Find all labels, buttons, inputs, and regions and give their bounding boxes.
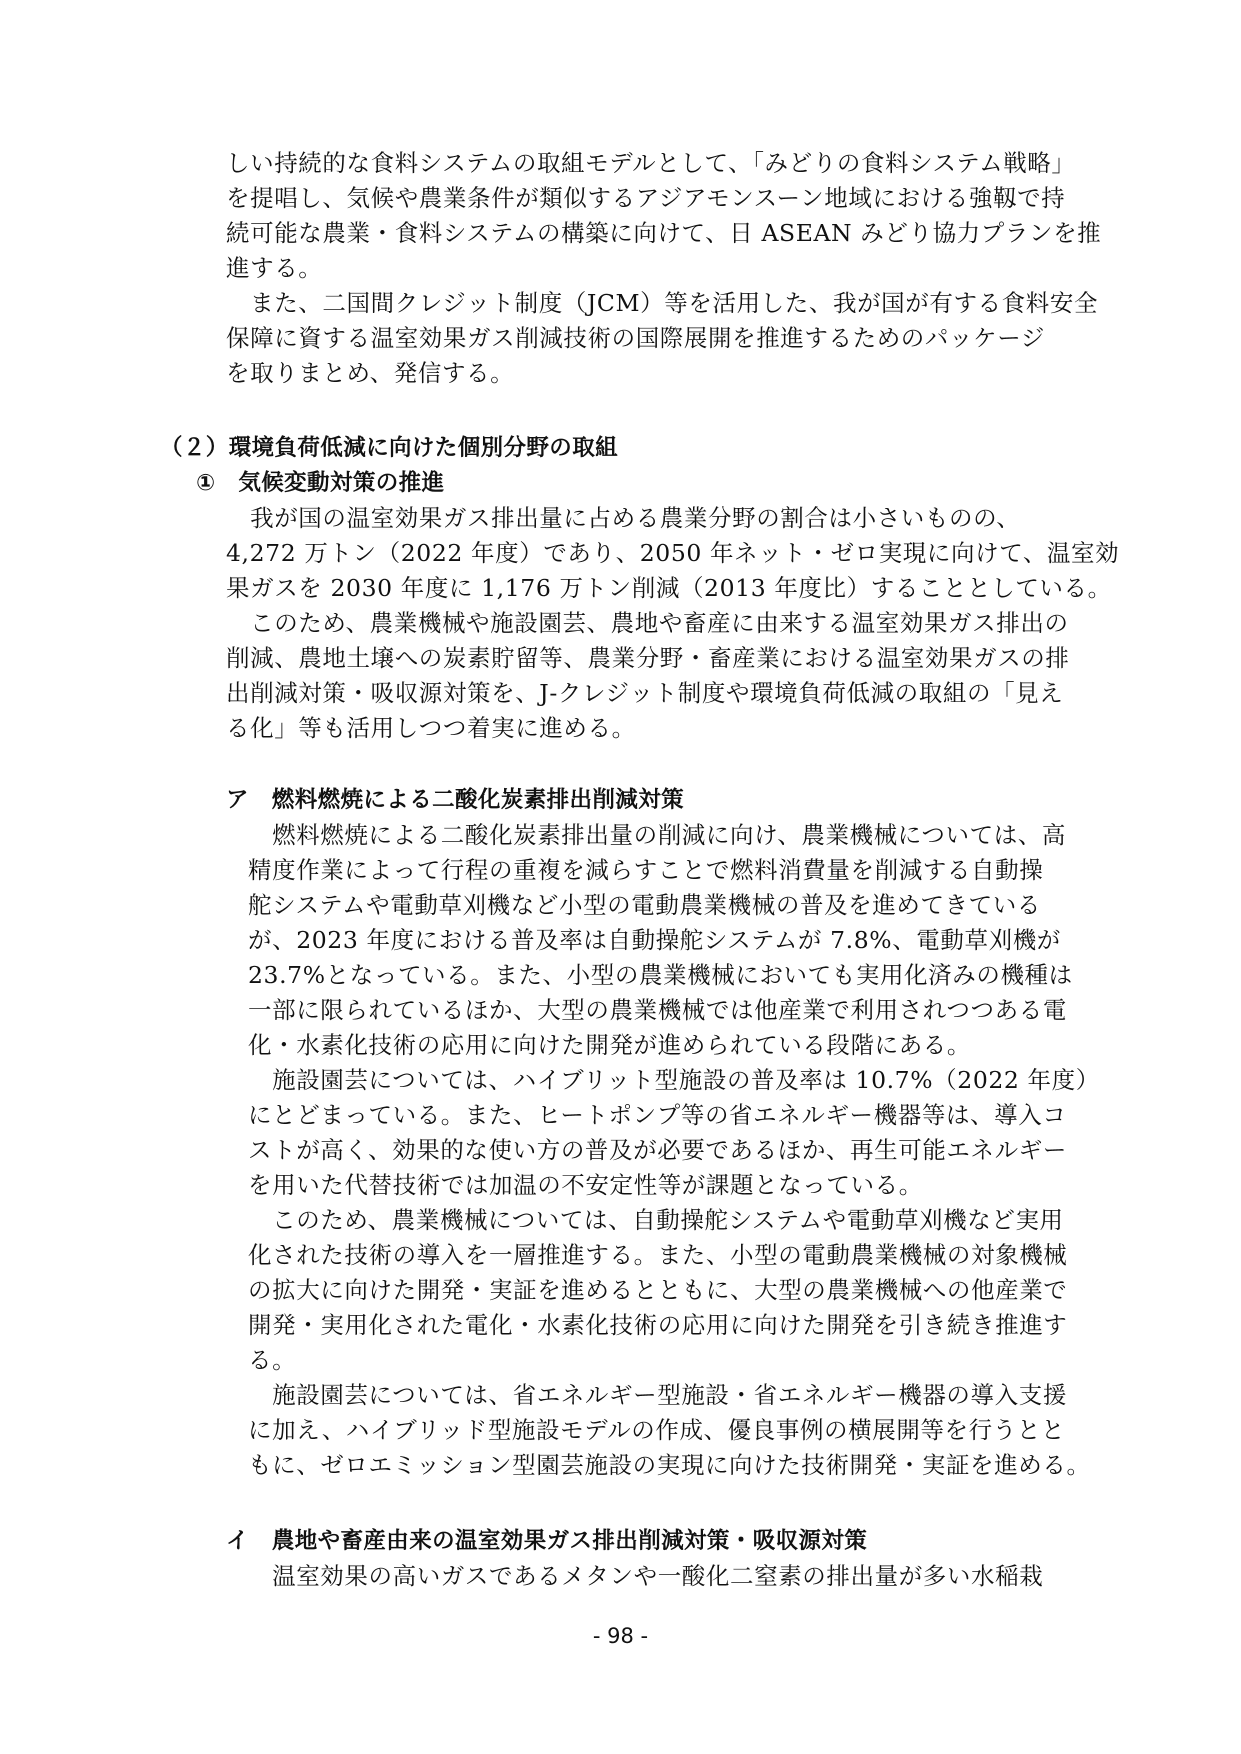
- item-a-paragraphs: [248, 818, 1100, 1483]
- text-line: る化」等も活用しつつ着実に進める。: [226, 714, 636, 742]
- subsection-paragraphs: [226, 501, 1120, 746]
- text-line: 削減、農地土壌への炭素貯留等、農業分野・畜産業における温室効果ガスの排: [226, 644, 1070, 672]
- text-line: このため、農業機械や施設園芸、農地や畜産に由来する温室効果ガス排出の: [226, 609, 1069, 637]
- text-line: る。: [248, 1346, 297, 1374]
- text-line: 舵システムや電動草刈機など小型の電動農業機械の普及を進めてきている: [248, 891, 1041, 919]
- text-line: しい持続的な食料システムの取組モデルとして、「みどりの食料システム戦略」: [226, 149, 1076, 177]
- text-line: また、二国間クレジット制度（JCM）等を活用した、我が国が有する食料安全: [226, 289, 1099, 317]
- text-line: を提唱し、気候や農業条件が類似するアジアモンスーン地域における強靱で持: [226, 184, 1066, 212]
- text-line: 温室効果の高いガスであるメタンや一酸化二窒素の排出量が多い水稲栽: [248, 1562, 1044, 1590]
- text-line: 果ガスを 2030 年度に 1,176 万トン削減（2013 年度比）することとしている。: [226, 574, 1112, 602]
- text-line: が、2023 年度における普及率は自動操舵システムが 7.8%、電動草刈機が: [248, 926, 1061, 954]
- text-line: 施設園芸については、ハイブリット型施設の普及率は 10.7%（2022 年度）: [248, 1066, 1100, 1094]
- text-line: ストが高く、効果的な使い方の普及が必要であるほか、再生可能エネルギー: [248, 1136, 1067, 1164]
- text-line: 施設園芸については、省エネルギー型施設・省エネルギー機器の導入支援: [248, 1381, 1067, 1409]
- text-line: を用いた代替技術では加温の不安定性等が課題となっている。: [248, 1171, 923, 1199]
- text-line: 我が国の温室効果ガス排出量に占める農業分野の割合は小さいものの、: [226, 504, 1021, 532]
- text-line: 化・水素化技術の応用に向けた開発が進められている段階にある。: [248, 1031, 971, 1059]
- text-line: 開発・実用化された電化・水素化技術の応用に向けた開発を引き続き推進す: [248, 1311, 1068, 1339]
- text-line: 燃料燃焼による二酸化炭素排出量の削減に向け、農業機械については、高: [248, 821, 1066, 849]
- subsection-heading: ① 気候変動対策の推進: [196, 470, 445, 496]
- item-i-paragraphs: [248, 1559, 1088, 1594]
- text-line: 出削減対策・吸収源対策を、J-クレジット制度や環境負荷低減の取組の「見え: [226, 679, 1064, 707]
- text-line: 続可能な農業・食料システムの構築に向けて、日 ASEAN みどり協力プランを推: [226, 219, 1102, 247]
- text-line: 精度作業によって行程の重複を減らすことで燃料消費量を削減する自動操: [248, 856, 1044, 884]
- text-line: 一部に限られているほか、大型の農業機械では他産業で利用されつつある電: [248, 996, 1067, 1024]
- text-line: の拡大に向けた開発・実証を進めるとともに、大型の農業機械への他産業で: [248, 1276, 1068, 1304]
- intro-paragraphs: [226, 146, 1102, 391]
- item-heading-a: ア 燃料燃焼による二酸化炭素排出削減対策: [226, 787, 685, 813]
- text-line: に加え、ハイブリッド型施設モデルの作成、優良事例の横展開等を行うとと: [248, 1416, 1066, 1444]
- page-number: - 98 -: [592, 1624, 649, 1648]
- text-line: このため、農業機械については、自動操舵システムや電動草刈機など実用: [248, 1206, 1064, 1234]
- text-line: にとどまっている。また、ヒートポンプ等の省エネルギー機器等は、導入コ: [248, 1101, 1067, 1129]
- item-heading-i: イ 農地や畜産由来の温室効果ガス排出削減対策・吸収源対策: [226, 1528, 868, 1554]
- text-line: 進する。: [226, 254, 323, 282]
- text-line: もに、ゼロエミッション型園芸施設の実現に向けた技術開発・実証を進める。: [248, 1451, 1091, 1479]
- section-heading: （２）環境負荷低減に向けた個別分野の取組: [160, 435, 619, 461]
- text-line: 23.7%となっている。また、小型の農業機械においても実用化済みの機種は: [248, 961, 1073, 989]
- text-line: 4,272 万トン（2022 年度）であり、2050 年ネット・ゼロ実現に向けて、温室効: [226, 539, 1120, 567]
- text-line: を取りまとめ、発信する。: [226, 359, 515, 387]
- text-line: 保障に資する温室効果ガス削減技術の国際展開を推進するためのパッケージ: [226, 324, 1045, 352]
- text-line: 化された技術の導入を一層推進する。また、小型の電動農業機械の対象機械: [248, 1241, 1068, 1269]
